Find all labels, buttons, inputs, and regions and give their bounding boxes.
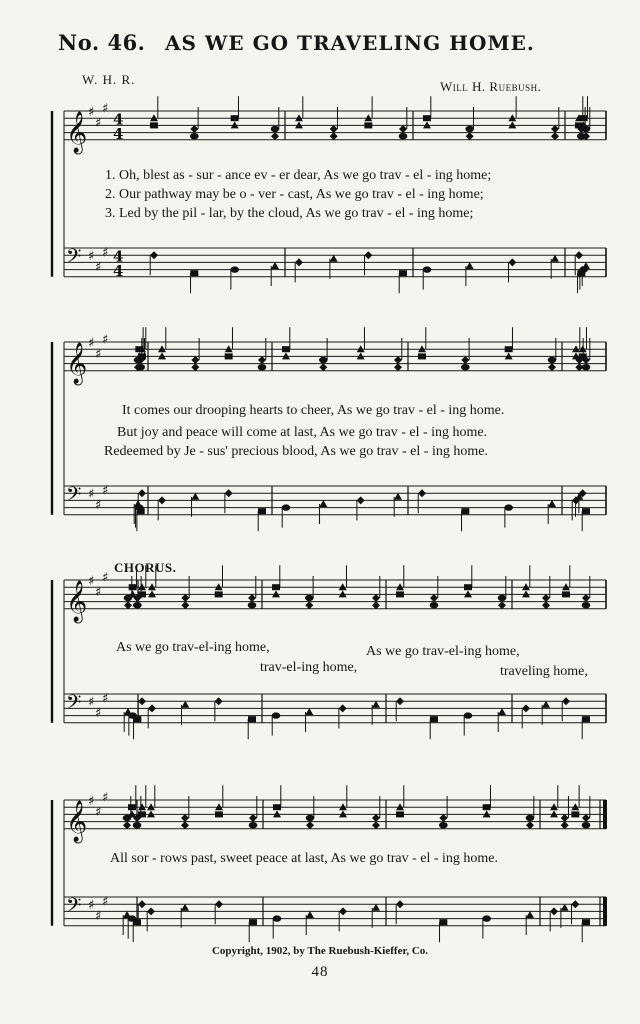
note-head [181, 594, 189, 602]
treble-clef-icon: 𝄞 [66, 580, 88, 622]
note-head [498, 595, 507, 601]
note-head [561, 814, 569, 822]
note-head [231, 121, 239, 128]
note-head [248, 716, 256, 722]
sharp-icon: ♯ [102, 483, 109, 499]
note-head [548, 357, 557, 363]
note-head [394, 356, 402, 364]
note-head [396, 811, 404, 817]
note-head [582, 594, 590, 602]
note-head [505, 346, 513, 352]
hymn-number: No. 46. [58, 30, 146, 55]
page-number: 48 [311, 964, 329, 980]
treble-clef-icon: 𝄞 [66, 800, 88, 842]
note-head [330, 132, 338, 140]
note-head [571, 900, 579, 908]
note-head [258, 508, 266, 514]
note-head [418, 353, 426, 359]
bass-clef-icon: 𝄢 [66, 482, 82, 511]
chorus-main-b: As we go trav-el-ing home, [366, 644, 520, 659]
note-head [466, 132, 474, 140]
note-head [225, 489, 233, 497]
note-head [582, 602, 591, 608]
note-head [134, 357, 143, 363]
note-head [399, 133, 408, 139]
note-head [150, 251, 158, 259]
note-head [249, 919, 257, 925]
verse-2-line-1: 2. Our pathway may be o - ver - cast, As we go trav - el - ing home; [105, 187, 484, 202]
hymn-title: AS WE GO TRAVELING HOME. [165, 31, 535, 55]
sharp-icon: ♯ [88, 794, 95, 809]
sharp-icon: ♯ [102, 790, 109, 806]
note-head [571, 811, 579, 817]
note-head [364, 122, 372, 128]
note-head [542, 701, 550, 708]
note-head [330, 125, 338, 133]
note-head [582, 364, 591, 370]
note-head [399, 125, 407, 133]
note-head [580, 115, 588, 121]
note-head [134, 500, 142, 507]
note-head [147, 907, 155, 915]
chorus-label: CHORUS. [114, 560, 177, 575]
note-head [423, 266, 432, 272]
copyright-notice: Copyright, 1902, by The Ruebush-Kieffer, Co. [211, 945, 429, 957]
note-head [181, 904, 189, 911]
note-head [582, 262, 590, 269]
note-head [128, 804, 136, 810]
note-head [464, 584, 472, 590]
note-head [526, 821, 534, 829]
note-head [319, 357, 328, 363]
note-head [551, 132, 559, 140]
note-head [430, 716, 438, 722]
note-head [582, 919, 590, 925]
note-head [482, 915, 491, 921]
note-head [465, 126, 474, 132]
time-signature-digit: 4 [113, 247, 124, 266]
note-head [138, 900, 146, 908]
note-head [319, 363, 327, 371]
note-head [561, 904, 569, 911]
note-head [215, 811, 223, 817]
note-head [272, 584, 280, 590]
verse-1-line-1: 1. Oh, blest as - sur - ance ev - er dear, As we go trav - el - ing home; [105, 168, 492, 183]
note-head [582, 814, 590, 822]
note-head [548, 500, 556, 507]
note-head [306, 821, 314, 829]
note-head [483, 804, 491, 810]
note-head [357, 496, 365, 504]
chorus-main-a: As we go trav-el-ing home, [116, 640, 270, 655]
note-head [582, 716, 590, 722]
note-head [562, 591, 570, 597]
sharp-icon: ♯ [102, 245, 109, 261]
note-head [430, 594, 438, 602]
note-head [526, 815, 535, 821]
note-head [248, 602, 257, 608]
note-head [191, 356, 199, 364]
note-head [522, 704, 530, 712]
note-head [582, 126, 591, 132]
note-head [364, 251, 372, 259]
note-head [548, 363, 556, 371]
sharp-icon: ♯ [95, 909, 102, 924]
note-head [508, 121, 516, 128]
bass-clef-icon: 𝄢 [66, 690, 82, 719]
note-head [394, 493, 402, 500]
note-head [295, 121, 303, 128]
note-head [124, 595, 133, 601]
note-head [498, 601, 506, 609]
note-head [551, 255, 559, 262]
note-head [339, 907, 347, 915]
note-head [461, 356, 469, 364]
note-head [542, 601, 550, 609]
note-head [582, 508, 590, 514]
note-head [430, 602, 439, 608]
treble-clef-icon: 𝄞 [66, 111, 88, 153]
note-head [138, 697, 146, 705]
note-head [439, 814, 447, 822]
final-barline-thick [603, 897, 607, 926]
sharp-icon: ♯ [95, 346, 102, 362]
sharp-icon: ♯ [95, 498, 102, 513]
lyricist-credit: W. H. R. [82, 72, 136, 87]
sharp-icon: ♯ [88, 898, 95, 914]
sharp-icon: ♯ [88, 695, 95, 711]
note-head [372, 601, 380, 609]
note-head [249, 822, 258, 828]
note-head [305, 601, 313, 609]
note-head [372, 701, 380, 708]
note-head [138, 489, 146, 497]
note-head [399, 270, 407, 276]
note-head [562, 697, 570, 705]
note-head [330, 255, 338, 262]
sharp-icon: ♯ [88, 487, 95, 503]
note-head [272, 712, 281, 718]
note-head [190, 125, 198, 133]
note-head [504, 504, 513, 510]
bass-clef-icon: 𝄢 [66, 244, 82, 273]
note-head [319, 500, 327, 507]
note-head [215, 697, 223, 705]
note-head [561, 821, 569, 829]
sharp-icon: ♯ [95, 706, 102, 721]
sharp-icon: ♯ [102, 894, 109, 910]
note-head [498, 708, 506, 715]
note-head [396, 697, 404, 705]
verse-3-line-1: 3. Led by the pil - lar, by the cloud, As we go trav - el - ing home; [105, 206, 474, 221]
note-head [129, 584, 137, 590]
note-head [191, 363, 199, 371]
note-head [423, 115, 431, 121]
staff-layer [52, 96, 607, 942]
note-head [461, 508, 469, 514]
note-head [372, 904, 380, 911]
note-head [526, 911, 534, 918]
note-head [273, 804, 281, 810]
note-head [215, 900, 223, 908]
sharp-icon: ♯ [88, 249, 95, 265]
note-head [271, 126, 280, 132]
note-head [123, 911, 131, 918]
note-head [123, 821, 131, 829]
note-head [273, 915, 282, 921]
note-head [123, 815, 132, 821]
note-head [190, 133, 199, 139]
sharp-icon: ♯ [95, 115, 102, 131]
note-head [271, 262, 279, 269]
note-head [181, 821, 189, 829]
note-head [133, 822, 142, 828]
final-barline-thick [603, 800, 607, 829]
verse-3-line-2: Redeemed by Je - sus' precious blood, As we go trav - el - ing home. [104, 444, 488, 459]
note-head [215, 591, 223, 597]
verse-2-line-2: But joy and peace will come at last, As we go trav - el - ing home. [117, 425, 488, 440]
sharp-icon: ♯ [102, 691, 109, 707]
time-signature-digit: 4 [113, 261, 124, 280]
note-head [550, 907, 558, 915]
note-head [181, 814, 189, 822]
note-head [418, 489, 426, 497]
note-head [305, 595, 314, 601]
note-head [282, 346, 290, 352]
chorus-echo-b: traveling home, [500, 664, 588, 679]
sharp-icon: ♯ [102, 101, 109, 117]
treble-clef-icon: 𝄞 [66, 342, 88, 384]
chorus-closing-line: All sor - rows past, sweet peace at last, As we go trav - el - ing home. [110, 851, 499, 866]
time-signature-digit: 4 [113, 124, 124, 143]
note-head [271, 132, 279, 140]
sharp-icon: ♯ [102, 332, 109, 348]
note-head [191, 493, 199, 500]
sharp-icon: ♯ [88, 336, 95, 351]
note-head [148, 704, 156, 712]
note-head [372, 821, 380, 829]
note-head [394, 363, 402, 371]
note-head [464, 712, 473, 718]
note-head [575, 251, 583, 259]
note-head [133, 602, 142, 608]
note-head [124, 601, 132, 609]
note-head [551, 125, 559, 133]
note-head [461, 364, 470, 370]
note-head [423, 121, 431, 128]
note-head [542, 594, 550, 602]
composer-credit: Will H. Ruebush. [440, 79, 542, 94]
note-head [282, 504, 291, 510]
sharp-icon: ♯ [88, 574, 95, 589]
note-head [306, 911, 314, 918]
note-head [305, 708, 313, 715]
note-head [372, 594, 380, 602]
note-head [124, 708, 132, 715]
note-head [396, 900, 404, 908]
note-head [258, 364, 267, 370]
note-head [249, 814, 257, 822]
note-head [158, 496, 166, 504]
note-head [225, 353, 233, 359]
note-head [439, 822, 448, 828]
time-signature-digit: 4 [113, 110, 124, 129]
note-head [372, 814, 380, 822]
note-head [248, 594, 256, 602]
verse-1-line-2: It comes our drooping hearts to cheer, As we go trav - el - ing home. [122, 403, 505, 418]
note-head [439, 919, 447, 925]
note-head [582, 822, 591, 828]
sharp-icon: ♯ [95, 584, 102, 600]
note-head [295, 258, 303, 266]
sharp-icon: ♯ [88, 105, 95, 120]
note-head [508, 258, 516, 266]
bass-clef-icon: 𝄢 [66, 893, 82, 922]
note-head [466, 262, 474, 269]
note-head [396, 591, 404, 597]
sharp-icon: ♯ [95, 260, 102, 275]
note-head [150, 122, 158, 128]
note-head [181, 601, 189, 609]
note-head [181, 701, 189, 708]
note-head [231, 115, 239, 121]
note-head [339, 704, 347, 712]
note-head [230, 266, 239, 272]
note-head [306, 815, 315, 821]
sharp-icon: ♯ [95, 804, 102, 820]
note-head [258, 356, 266, 364]
note-head [190, 270, 198, 276]
sharp-icon: ♯ [102, 570, 109, 586]
chorus-echo-a: trav-el-ing home, [260, 660, 358, 675]
